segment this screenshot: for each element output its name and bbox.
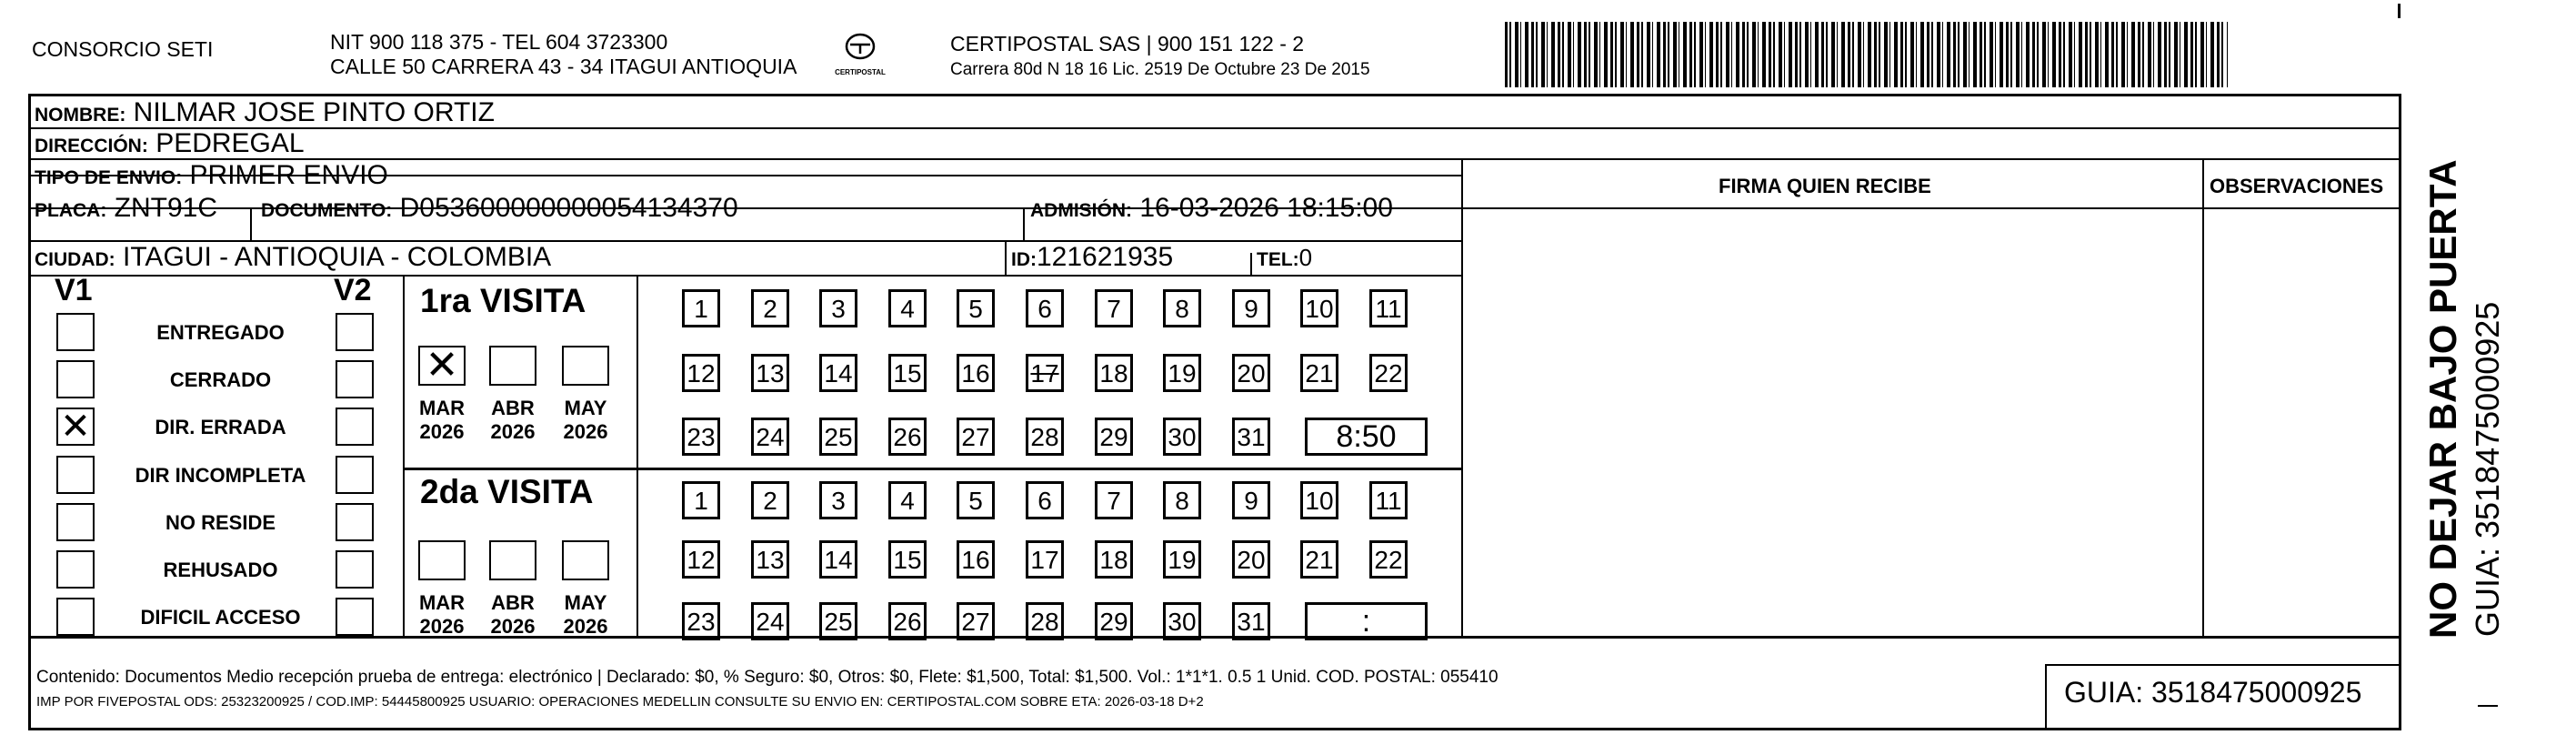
month-label: MAR 2026 (418, 591, 466, 638)
v2-checkbox[interactable] (336, 313, 374, 351)
v2-checkbox[interactable] (336, 503, 374, 541)
status-label: DIR. ERRADA (155, 416, 286, 438)
day-box-22[interactable]: 22 (1369, 354, 1408, 392)
day-box-31[interactable]: 31 (1232, 418, 1270, 456)
day-box-26[interactable]: 26 (888, 418, 927, 456)
day-box-17[interactable]: 17 (1026, 540, 1064, 579)
day-box-31[interactable]: 31 (1232, 602, 1270, 640)
day-box-14[interactable]: 14 (819, 540, 857, 579)
logo-text: CERTIPOSTAL (835, 68, 886, 76)
day-box-18[interactable]: 18 (1095, 354, 1133, 392)
month-checkbox-mar[interactable] (418, 540, 466, 580)
direccion-row: DIRECCIÓN: PEDREGAL (35, 128, 305, 158)
documento-row: DOCUMENTO: D053600000000054134370 (261, 193, 738, 223)
month-checkbox-may[interactable] (562, 540, 609, 580)
day-box-7[interactable]: 7 (1095, 289, 1133, 327)
time-box[interactable]: 8:50 (1305, 418, 1428, 456)
side-guia: GUIA: 3518475000925 (2469, 301, 2506, 637)
company-name: CONSORCIO SETI (32, 37, 214, 61)
footer-guia: GUIA: 3518475000925 (2064, 676, 2362, 709)
day-box-2[interactable]: 2 (751, 289, 789, 327)
day-box-7[interactable]: 7 (1095, 481, 1133, 519)
tipo-row: TIPO DE ENVIO: PRIMER ENVIO (35, 160, 388, 190)
id-value: 121621935 (1037, 242, 1174, 272)
month-label: MAY 2026 (563, 591, 608, 638)
day-box-17[interactable]: 17 (1026, 354, 1064, 392)
day-box-5[interactable]: 5 (957, 289, 995, 327)
admision-value: 16-03-2026 18:15:00 (1139, 193, 1393, 223)
certipostal-logo (833, 33, 887, 87)
v2-checkbox[interactable] (336, 360, 374, 398)
day-box-22[interactable]: 22 (1369, 540, 1408, 579)
direccion-value: PEDREGAL (155, 128, 305, 158)
license-line: Carrera 80d N 18 16 Lic. 2519 De Octubre 23 De 2015 (950, 60, 1370, 79)
first-visit-title: 1ra VISITA (420, 282, 586, 319)
day-box-24[interactable]: 24 (751, 418, 789, 456)
day-box-20[interactable]: 20 (1232, 540, 1270, 579)
day-box-27[interactable]: 27 (957, 602, 995, 640)
placa-row: PLACA: ZNT91C (35, 193, 218, 223)
v2-checkbox[interactable] (336, 598, 374, 636)
time-box[interactable]: : (1305, 602, 1428, 640)
tipo-value: PRIMER ENVIO (189, 160, 388, 190)
status-label: NO RESIDE (165, 511, 276, 534)
day-box-14[interactable]: 14 (819, 354, 857, 392)
month-label: MAY 2026 (563, 397, 608, 443)
day-box-19[interactable]: 19 (1163, 540, 1201, 579)
barcode (1505, 22, 2228, 87)
v1-label: V1 (55, 273, 93, 307)
status-label: CERRADO (169, 368, 272, 391)
no-dejar-text: NO DEJAR BAJO PUERTA (2421, 159, 2464, 639)
day-box-6[interactable]: 6 (1026, 289, 1064, 327)
firma-header: FIRMA QUIEN RECIBE (1719, 175, 1931, 197)
day-box-29[interactable]: 29 (1095, 418, 1133, 456)
day-box-1[interactable]: 1 (682, 289, 720, 327)
day-box-15[interactable]: 15 (888, 354, 927, 392)
v1-checkbox[interactable] (56, 456, 95, 494)
day-box-3[interactable]: 3 (819, 481, 857, 519)
ciudad-value: ITAGUI - ANTIOQUIA - COLOMBIA (123, 242, 552, 272)
day-box-10[interactable]: 10 (1300, 481, 1338, 519)
day-box-8[interactable]: 8 (1163, 481, 1201, 519)
month-label: MAR 2026 (418, 397, 466, 443)
v2-label: V2 (334, 273, 372, 307)
month-checkbox-may[interactable] (562, 346, 609, 386)
day-box-16[interactable]: 16 (957, 540, 995, 579)
nit-line: NIT 900 118 375 - TEL 604 3723300 (330, 30, 668, 54)
ciudad-row: CIUDAD: ITAGUI - ANTIOQUIA - COLOMBIA (35, 242, 552, 272)
status-label: DIR INCOMPLETA (135, 464, 306, 487)
day-box-23[interactable]: 23 (682, 602, 720, 640)
day-box-21[interactable]: 21 (1300, 540, 1338, 579)
tel-row: TEL:0 (1257, 244, 1313, 271)
day-box-29[interactable]: 29 (1095, 602, 1133, 640)
day-box-28[interactable]: 28 (1026, 418, 1064, 456)
day-box-21[interactable]: 21 (1300, 354, 1338, 392)
v2-checkbox[interactable] (336, 550, 374, 589)
v1-checkbox[interactable] (56, 550, 95, 589)
certipostal-line: CERTIPOSTAL SAS | 900 151 122 - 2 (950, 32, 1305, 55)
id-row: ID:121621935 (1011, 242, 1174, 272)
month-checkbox-mar[interactable]: ✕ (418, 346, 466, 386)
day-box-30[interactable]: 30 (1163, 418, 1201, 456)
day-box-9[interactable]: 9 (1232, 289, 1270, 327)
v2-checkbox[interactable] (336, 408, 374, 446)
second-visit-title: 2da VISITA (420, 473, 594, 510)
day-box-12[interactable]: 12 (682, 540, 720, 579)
day-box-28[interactable]: 28 (1026, 602, 1064, 640)
day-box-9[interactable]: 9 (1232, 481, 1270, 519)
logo-icon (842, 33, 878, 64)
day-box-12[interactable]: 12 (682, 354, 720, 392)
month-checkbox-abr[interactable] (489, 540, 536, 580)
day-box-27[interactable]: 27 (957, 418, 995, 456)
day-box-30[interactable]: 30 (1163, 602, 1201, 640)
month-label: ABR 2026 (490, 591, 536, 638)
day-box-13[interactable]: 13 (751, 354, 789, 392)
stray-mark (2478, 705, 2498, 707)
tel-value: 0 (1298, 244, 1313, 271)
day-box-11[interactable]: 11 (1369, 481, 1408, 519)
day-box-19[interactable]: 19 (1163, 354, 1201, 392)
nombre-value: NILMAR JOSE PINTO ORTIZ (133, 97, 495, 127)
day-box-24[interactable]: 24 (751, 602, 789, 640)
admision-row: ADMISIÓN: 16-03-2026 18:15:00 (1030, 193, 1393, 223)
day-box-18[interactable]: 18 (1095, 540, 1133, 579)
day-box-4[interactable]: 4 (888, 481, 927, 519)
day-box-11[interactable]: 11 (1369, 289, 1408, 327)
day-box-25[interactable]: 25 (819, 418, 857, 456)
documento-value: D053600000000054134370 (399, 193, 738, 223)
day-box-13[interactable]: 13 (751, 540, 789, 579)
contenido-text: Contenido: Documentos Medio recepción prueba de entrega: electrónico | Declarado: $0, % Seguro: $0, Otros: $0, Flete: $1,500, Total: $1,500. Vol.: 1*1*1. 0.5 1 Unid. COD. POSTAL: 055410 (36, 668, 1498, 687)
day-box-16[interactable]: 16 (957, 354, 995, 392)
day-box-5[interactable]: 5 (957, 481, 995, 519)
day-box-23[interactable]: 23 (682, 418, 720, 456)
day-box-26[interactable]: 26 (888, 602, 927, 640)
month-label: ABR 2026 (490, 397, 536, 443)
nombre-row: NOMBRE: NILMAR JOSE PINTO ORTIZ (35, 97, 495, 127)
day-box-1[interactable]: 1 (682, 481, 720, 519)
status-label: REHUSADO (163, 559, 278, 581)
month-checkbox-abr[interactable] (489, 346, 536, 386)
day-box-2[interactable]: 2 (751, 481, 789, 519)
placa-value: ZNT91C (114, 193, 218, 223)
status-label: DIFICIL ACCESO (140, 606, 301, 629)
day-box-3[interactable]: 3 (819, 289, 857, 327)
day-box-10[interactable]: 10 (1300, 289, 1338, 327)
address-line: CALLE 50 CARRERA 43 - 34 ITAGUI ANTIOQUIA (330, 55, 797, 78)
day-box-25[interactable]: 25 (819, 602, 857, 640)
day-box-15[interactable]: 15 (888, 540, 927, 579)
v1-checkbox[interactable] (56, 360, 95, 398)
v1-checkbox[interactable] (56, 598, 95, 636)
v1-checkbox[interactable]: ✕ (56, 408, 95, 446)
v2-checkbox[interactable] (336, 456, 374, 494)
day-box-4[interactable]: 4 (888, 289, 927, 327)
v1-checkbox[interactable] (56, 313, 95, 351)
imp-text: IMP POR FIVEPOSTAL ODS: 25323200925 / COD.IMP: 54445800925 USUARIO: OPERACIONES MEDELLIN CONSULTE SU ENVIO EN: CERTIPOSTAL.COM SOBRE ETA: 2026-03-18 D+2 (36, 694, 1204, 710)
day-box-6[interactable]: 6 (1026, 481, 1064, 519)
status-label: ENTREGADO (156, 321, 285, 344)
day-box-8[interactable]: 8 (1163, 289, 1201, 327)
v1-checkbox[interactable] (56, 503, 95, 541)
day-box-20[interactable]: 20 (1232, 354, 1270, 392)
observaciones-header: OBSERVACIONES (2210, 175, 2384, 197)
corner-mark (2398, 4, 2401, 18)
